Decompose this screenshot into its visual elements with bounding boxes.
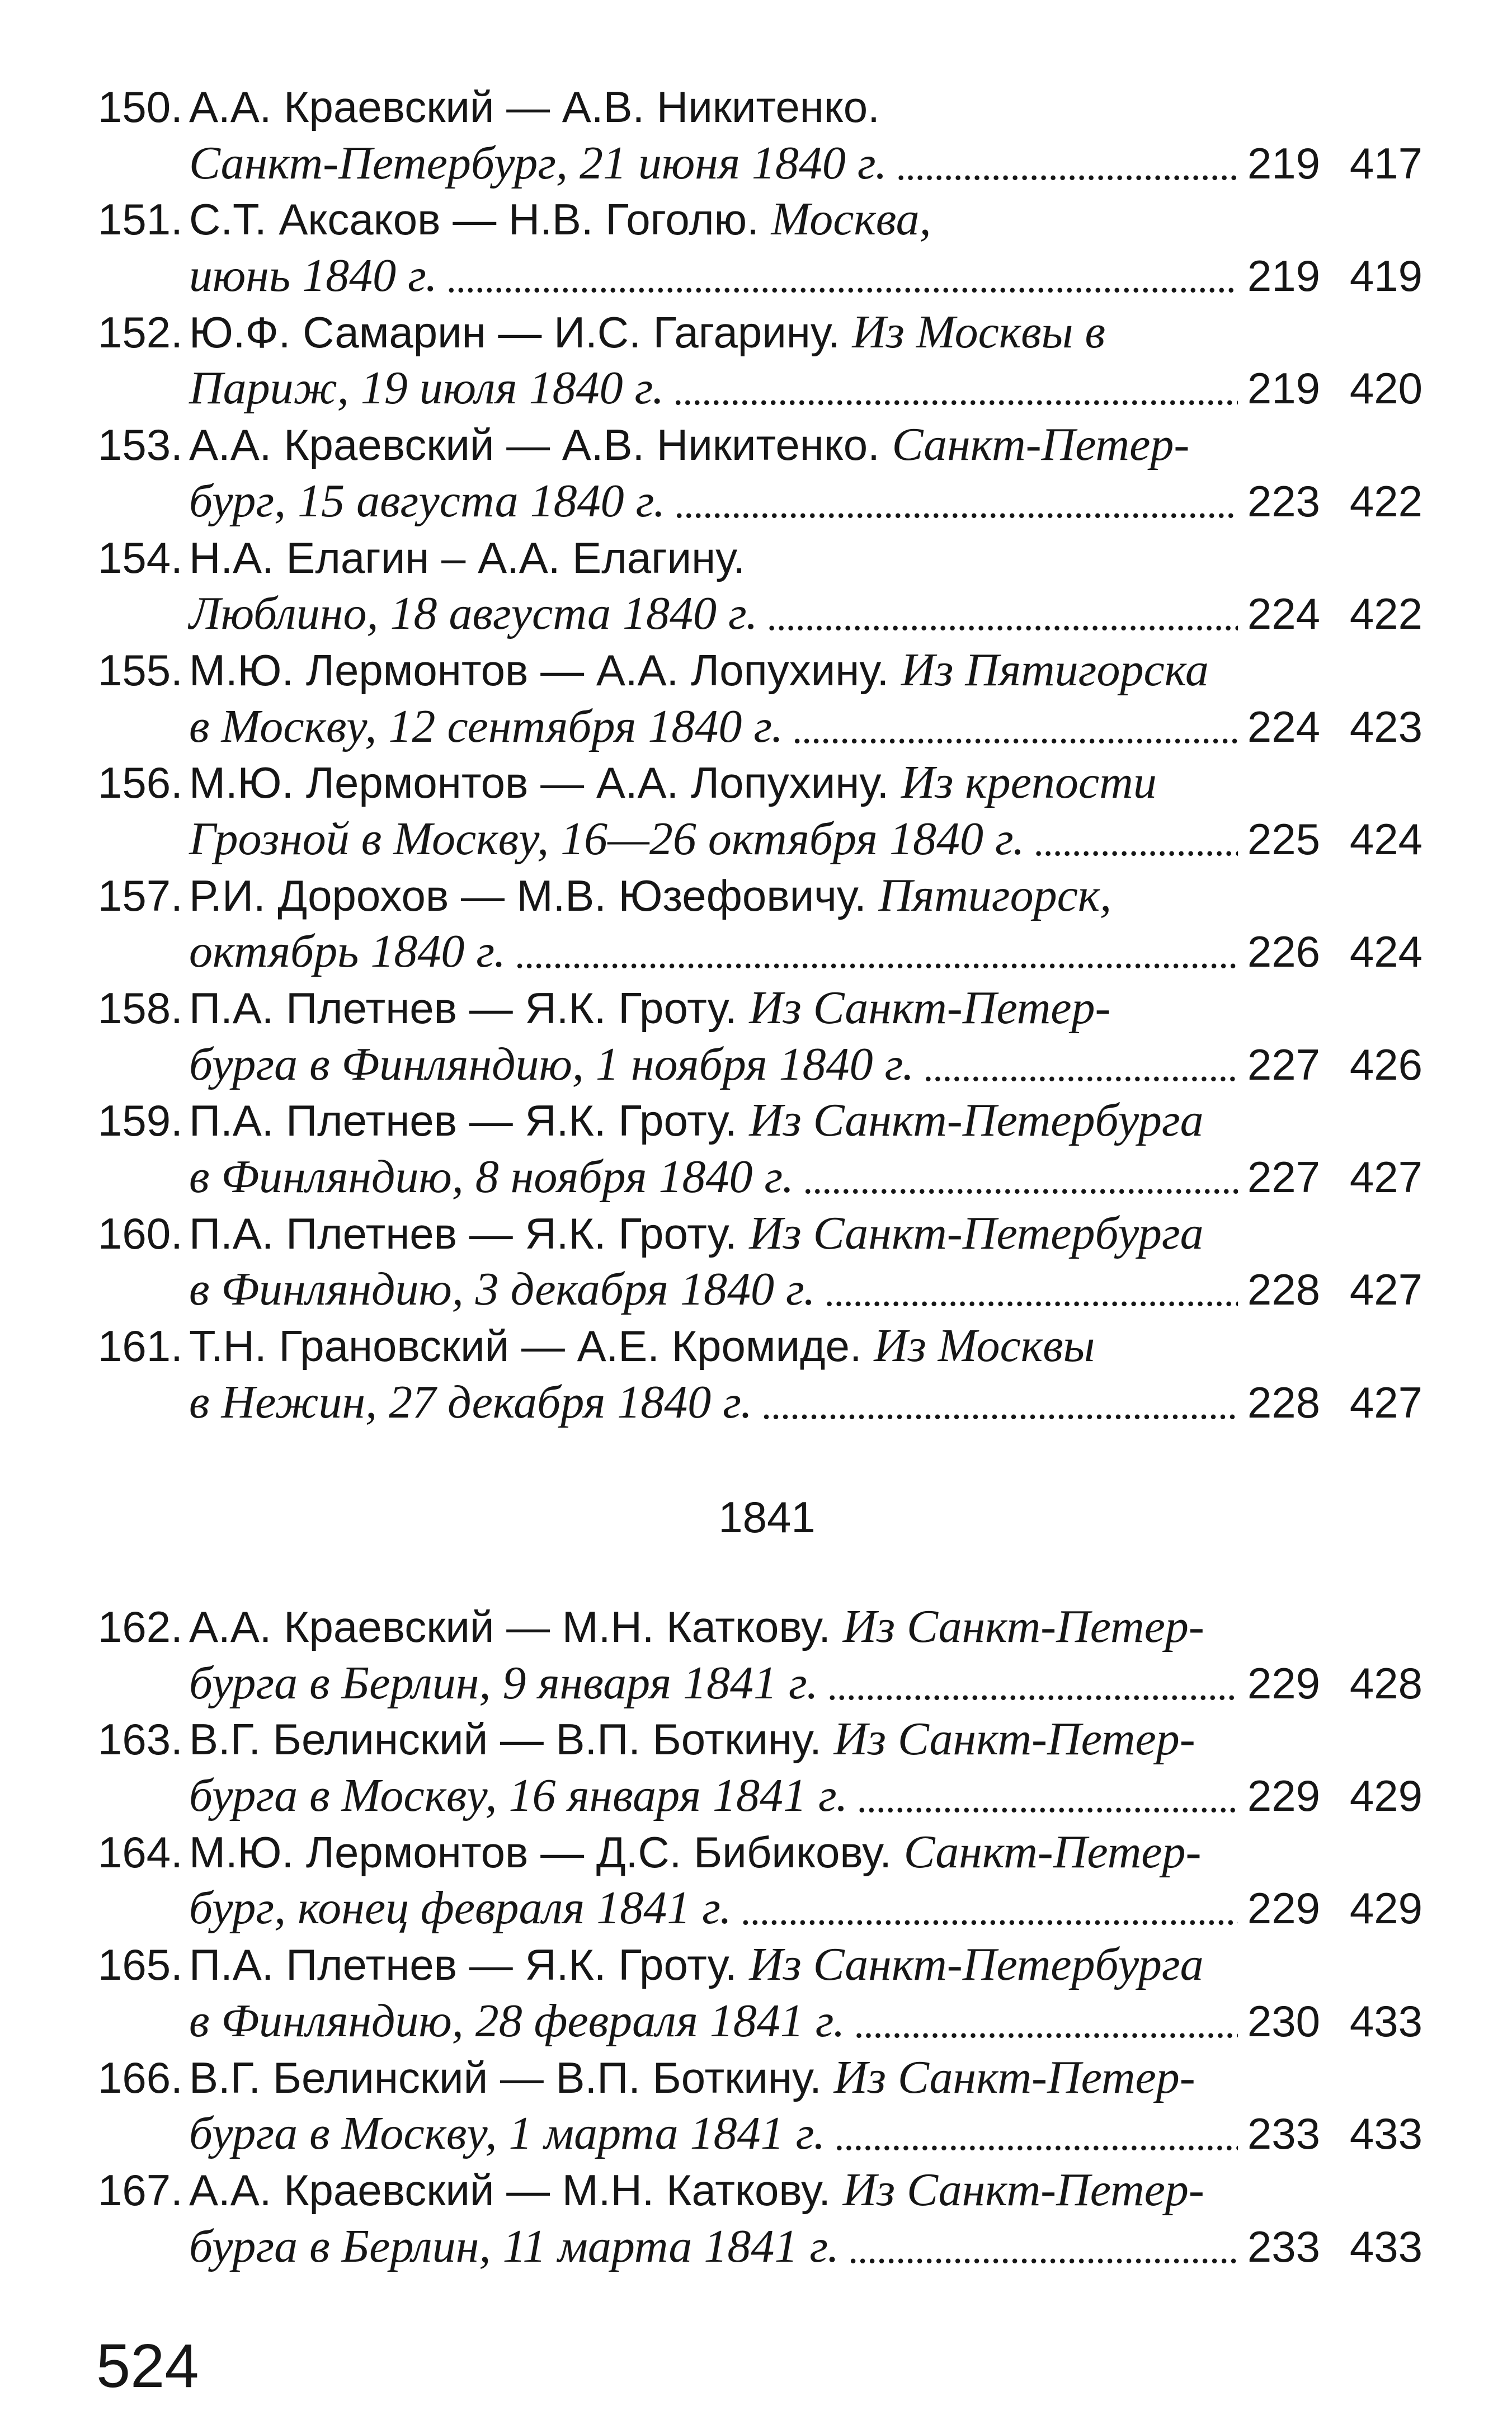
entry-correspondents: А.А. Краевский — М.Н. Каткову.: [189, 1602, 831, 1651]
dot-leader: [673, 363, 1238, 420]
dot-leader: [857, 1771, 1238, 1827]
entry-page-number: 229: [1247, 1884, 1320, 1933]
entry-second-line: [189, 1261, 1422, 1318]
entry-number: 160.: [98, 1208, 183, 1258]
entry-second-line: [189, 1037, 1422, 1093]
entry-commentary-page: 422: [1349, 589, 1422, 639]
toc-entry: [98, 1206, 1422, 1318]
entry-page-number: 223: [1247, 476, 1320, 526]
entry-place-date: Грозной в Москву, 16—26 октября 1840 г.: [189, 812, 1025, 865]
entry-first-line: [98, 1206, 1422, 1262]
entry-second-line: [189, 699, 1422, 755]
entry-commentary-page: 429: [1349, 1771, 1422, 1821]
toc-list-lower: [98, 1599, 1422, 2275]
entry-second-line: [189, 248, 1422, 304]
entry-number: 165.: [98, 1940, 183, 1990]
entry-first-line: [98, 191, 1422, 248]
toc-entry: [98, 1824, 1422, 1937]
entry-first-line: [98, 1824, 1422, 1881]
entry-place-date: бурга в Берлин, 11 марта 1841 г.: [189, 2220, 840, 2272]
entry-page-number: 224: [1247, 702, 1320, 751]
entry-commentary-page: 427: [1349, 1265, 1422, 1315]
entry-page-number: 230: [1247, 1996, 1320, 2046]
dot-leader: [834, 2108, 1238, 2165]
entry-page-number: 226: [1247, 927, 1320, 977]
entry-page-number: 219: [1247, 138, 1320, 188]
entry-second-line: [189, 1880, 1422, 1937]
entry-second-line: [189, 1655, 1422, 1712]
entry-place-date: Санкт-Петербург, 21 июня 1840 г.: [189, 136, 887, 189]
entry-correspondents: Т.Н. Грановский — А.Е. Кромиде.: [189, 1321, 862, 1371]
toc-entry: [98, 868, 1422, 980]
entry-commentary-page: 424: [1349, 814, 1422, 864]
entry-place-start: Из крепости: [901, 756, 1157, 809]
entry-second-line: [189, 2219, 1422, 2275]
entry-first-line: [98, 1937, 1422, 1993]
entry-place-date: Люблино, 18 августа 1840 г.: [189, 587, 758, 640]
dot-leader: [825, 1264, 1238, 1321]
entry-first-line: [98, 2162, 1422, 2219]
entry-number: 156.: [98, 758, 183, 808]
entry-first-line: [98, 417, 1422, 473]
toc-list-upper: [98, 79, 1422, 1431]
entry-second-line: [189, 2106, 1422, 2162]
toc-entry: [98, 304, 1422, 417]
entry-page-number: 227: [1247, 1039, 1320, 1089]
entry-number: 154.: [98, 533, 183, 582]
entry-place-date: в Москву, 12 сентября 1840 г.: [189, 700, 784, 752]
entry-place-date: бурга в Берлин, 9 января 1841 г.: [189, 1656, 818, 1709]
entry-page-number: 228: [1247, 1377, 1320, 1427]
entry-page-number: 229: [1247, 1658, 1320, 1708]
toc-entry: [98, 191, 1422, 304]
dot-leader: [1034, 814, 1238, 870]
entry-commentary-page: 433: [1349, 2221, 1422, 2271]
page-number: 524: [96, 2332, 199, 2400]
entry-place-start: Из Санкт-Петер-: [842, 1600, 1204, 1653]
entry-page-number: 228: [1247, 1265, 1320, 1315]
entry-first-line: [98, 642, 1422, 699]
dot-leader: [854, 1996, 1238, 2052]
dot-leader: [792, 702, 1238, 758]
toc-entry: [98, 1093, 1422, 1205]
entry-number: 157.: [98, 870, 183, 920]
entry-second-line: [189, 360, 1422, 417]
entry-commentary-page: 426: [1349, 1039, 1422, 1089]
entry-correspondents: П.А. Плетнев — Я.К. Гроту.: [189, 1208, 737, 1258]
entry-commentary-page: 420: [1349, 364, 1422, 413]
entry-place-start: Из Санкт-Петер-: [833, 2051, 1195, 2103]
entry-number: 164.: [98, 1827, 183, 1877]
toc-entry: [98, 79, 1422, 191]
dot-leader: [515, 926, 1238, 983]
entry-place-start: Из Санкт-Петербурга: [749, 1207, 1204, 1259]
entry-place-date: в Нежин, 27 декабря 1840 г.: [189, 1376, 752, 1428]
entry-page-number: 233: [1247, 2221, 1320, 2271]
entry-number: 161.: [98, 1321, 183, 1371]
entry-place-start: Санкт-Петер-: [892, 418, 1190, 471]
entry-second-line: [189, 1993, 1422, 2050]
dot-leader: [896, 138, 1238, 195]
entry-place-start: Из Санкт-Петербурга: [749, 1094, 1204, 1147]
entry-page-number: 227: [1247, 1152, 1320, 1202]
entry-place-start: Санкт-Петер-: [903, 1825, 1202, 1878]
entry-place-date: октябрь 1840 г.: [189, 925, 506, 978]
entry-commentary-page: 428: [1349, 1658, 1422, 1708]
entry-page-number: 229: [1247, 1771, 1320, 1821]
entry-place-date: в Финляндию, 8 ноября 1840 г.: [189, 1151, 794, 1203]
entry-number: 166.: [98, 2052, 183, 2102]
entry-second-line: [189, 473, 1422, 530]
entry-commentary-page: 417: [1349, 138, 1422, 188]
entry-second-line: [189, 1149, 1422, 1206]
entry-correspondents: П.А. Плетнев — Я.К. Гроту.: [189, 1096, 737, 1146]
entry-first-line: [98, 1711, 1422, 1768]
entry-commentary-page: 427: [1349, 1152, 1422, 1202]
entry-first-line: [98, 1093, 1422, 1149]
entry-correspondents: Р.И. Дорохов — М.В. Юзефовичу.: [189, 870, 866, 920]
toc-entry: [98, 2162, 1422, 2275]
entry-correspondents: А.А. Краевский — А.В. Никитенко.: [189, 82, 880, 131]
entry-place-start: Из Санкт-Петер-: [749, 982, 1111, 1034]
entry-commentary-page: 427: [1349, 1377, 1422, 1427]
entry-number: 158.: [98, 983, 183, 1033]
entry-first-line: [98, 755, 1422, 811]
dot-leader: [923, 1039, 1238, 1096]
entry-page-number: 225: [1247, 814, 1320, 864]
entry-place-start: Из Пятигорска: [901, 643, 1209, 696]
entry-first-line: [98, 2050, 1422, 2106]
entry-commentary-page: 433: [1349, 1996, 1422, 2046]
entry-correspondents: П.А. Плетнев — Я.К. Гроту.: [189, 1940, 737, 1990]
dot-leader: [803, 1152, 1238, 1208]
toc-entry: [98, 1599, 1422, 1711]
year-heading: 1841: [718, 1493, 816, 1542]
entry-first-line: [98, 1318, 1422, 1374]
entry-page-number: 233: [1247, 2109, 1320, 2159]
entry-first-line: [98, 304, 1422, 361]
dot-leader: [741, 1883, 1238, 1939]
dot-leader: [767, 589, 1238, 645]
entry-first-line: [98, 868, 1422, 924]
entry-place-start: Москва,: [771, 193, 931, 246]
entry-number: 159.: [98, 1096, 183, 1146]
entry-place-start: Из Москвы: [874, 1320, 1095, 1372]
entry-number: 155.: [98, 645, 183, 695]
toc-entry: [98, 1318, 1422, 1430]
toc-entry: [98, 2050, 1422, 2162]
entry-place-date: бург, конец февраля 1841 г.: [189, 1882, 732, 1934]
entry-second-line: [189, 1768, 1422, 1824]
entry-number: 162.: [98, 1602, 183, 1651]
entry-correspondents: С.Т. Аксаков — Н.В. Гоголю.: [189, 195, 759, 244]
entry-first-line: [98, 530, 1422, 586]
entry-place-date: июнь 1840 г.: [189, 249, 437, 302]
entry-correspondents: М.Ю. Лермонтов — А.А. Лопухину.: [189, 758, 889, 808]
dot-leader: [827, 1658, 1238, 1715]
entry-first-line: [98, 1599, 1422, 1655]
entry-correspondents: А.А. Краевский — М.Н. Каткову.: [189, 2165, 831, 2215]
entry-place-start: Из Санкт-Петер-: [842, 2163, 1204, 2216]
entry-first-line: [98, 79, 1422, 135]
entry-commentary-page: 419: [1349, 251, 1422, 301]
entry-place-date: бурга в Финляндию, 1 ноября 1840 г.: [189, 1038, 915, 1090]
entry-first-line: [98, 980, 1422, 1037]
toc-entry: [98, 1711, 1422, 1824]
entry-place-start: Из Санкт-Петербурга: [749, 1938, 1204, 1991]
entry-place-date: Париж, 19 июля 1840 г.: [189, 362, 665, 415]
entry-place-date: бург, 15 августа 1840 г.: [189, 474, 666, 527]
entry-place-date: в Финляндию, 3 декабря 1840 г.: [189, 1263, 816, 1316]
entry-second-line: [189, 924, 1422, 980]
entry-correspondents: Н.А. Елагин – А.А. Елагину.: [189, 533, 746, 582]
entry-correspondents: М.Ю. Лермонтов — Д.С. Бибикову.: [189, 1827, 892, 1877]
entry-second-line: [189, 811, 1422, 868]
dot-leader: [674, 476, 1238, 533]
entry-commentary-page: 423: [1349, 702, 1422, 751]
entry-place-date: бурга в Москву, 16 января 1841 г.: [189, 1769, 848, 1822]
entry-correspondents: В.Г. Белинский — В.П. Боткину.: [189, 2052, 822, 2102]
entry-second-line: [189, 1374, 1422, 1431]
entry-correspondents: М.Ю. Лермонтов — А.А. Лопухину.: [189, 645, 889, 695]
entry-number: 150.: [98, 82, 183, 131]
entry-place-date: бурга в Москву, 1 марта 1841 г.: [189, 2107, 826, 2160]
dot-leader: [446, 251, 1238, 307]
entry-commentary-page: 422: [1349, 476, 1422, 526]
entry-page-number: 219: [1247, 364, 1320, 413]
entry-page-number: 219: [1247, 251, 1320, 301]
toc-entry: [98, 755, 1422, 867]
entry-page-number: 224: [1247, 589, 1320, 639]
dot-leader: [848, 2221, 1238, 2278]
toc-entry: [98, 417, 1422, 529]
toc-entry: [98, 1937, 1422, 2049]
entry-number: 152.: [98, 307, 183, 357]
entry-second-line: [189, 586, 1422, 642]
toc-entry: [98, 642, 1422, 755]
dot-leader: [761, 1377, 1238, 1434]
entry-number: 153.: [98, 420, 183, 470]
entry-place-date: в Финляндию, 28 февраля 1841 г.: [189, 1994, 845, 2047]
entry-number: 167.: [98, 2165, 183, 2215]
entry-place-start: Из Санкт-Петер-: [833, 1713, 1195, 1766]
toc-entry: [98, 530, 1422, 642]
entry-correspondents: В.Г. Белинский — В.П. Боткину.: [189, 1715, 822, 1764]
entry-commentary-page: 429: [1349, 1884, 1422, 1933]
entry-second-line: [189, 135, 1422, 192]
entry-place-start: Из Москвы в: [852, 305, 1105, 358]
entry-correspondents: П.А. Плетнев — Я.К. Гроту.: [189, 983, 737, 1033]
toc-entry: [98, 980, 1422, 1093]
entry-commentary-page: 433: [1349, 2109, 1422, 2159]
entry-correspondents: Ю.Ф. Самарин — И.С. Гагарину.: [189, 307, 840, 357]
entry-commentary-page: 424: [1349, 927, 1422, 977]
entry-number: 163.: [98, 1715, 183, 1764]
entry-number: 151.: [98, 195, 183, 244]
entry-correspondents: А.А. Краевский — А.В. Никитенко.: [189, 420, 880, 470]
entry-place-start: Пятигорск,: [878, 869, 1112, 921]
